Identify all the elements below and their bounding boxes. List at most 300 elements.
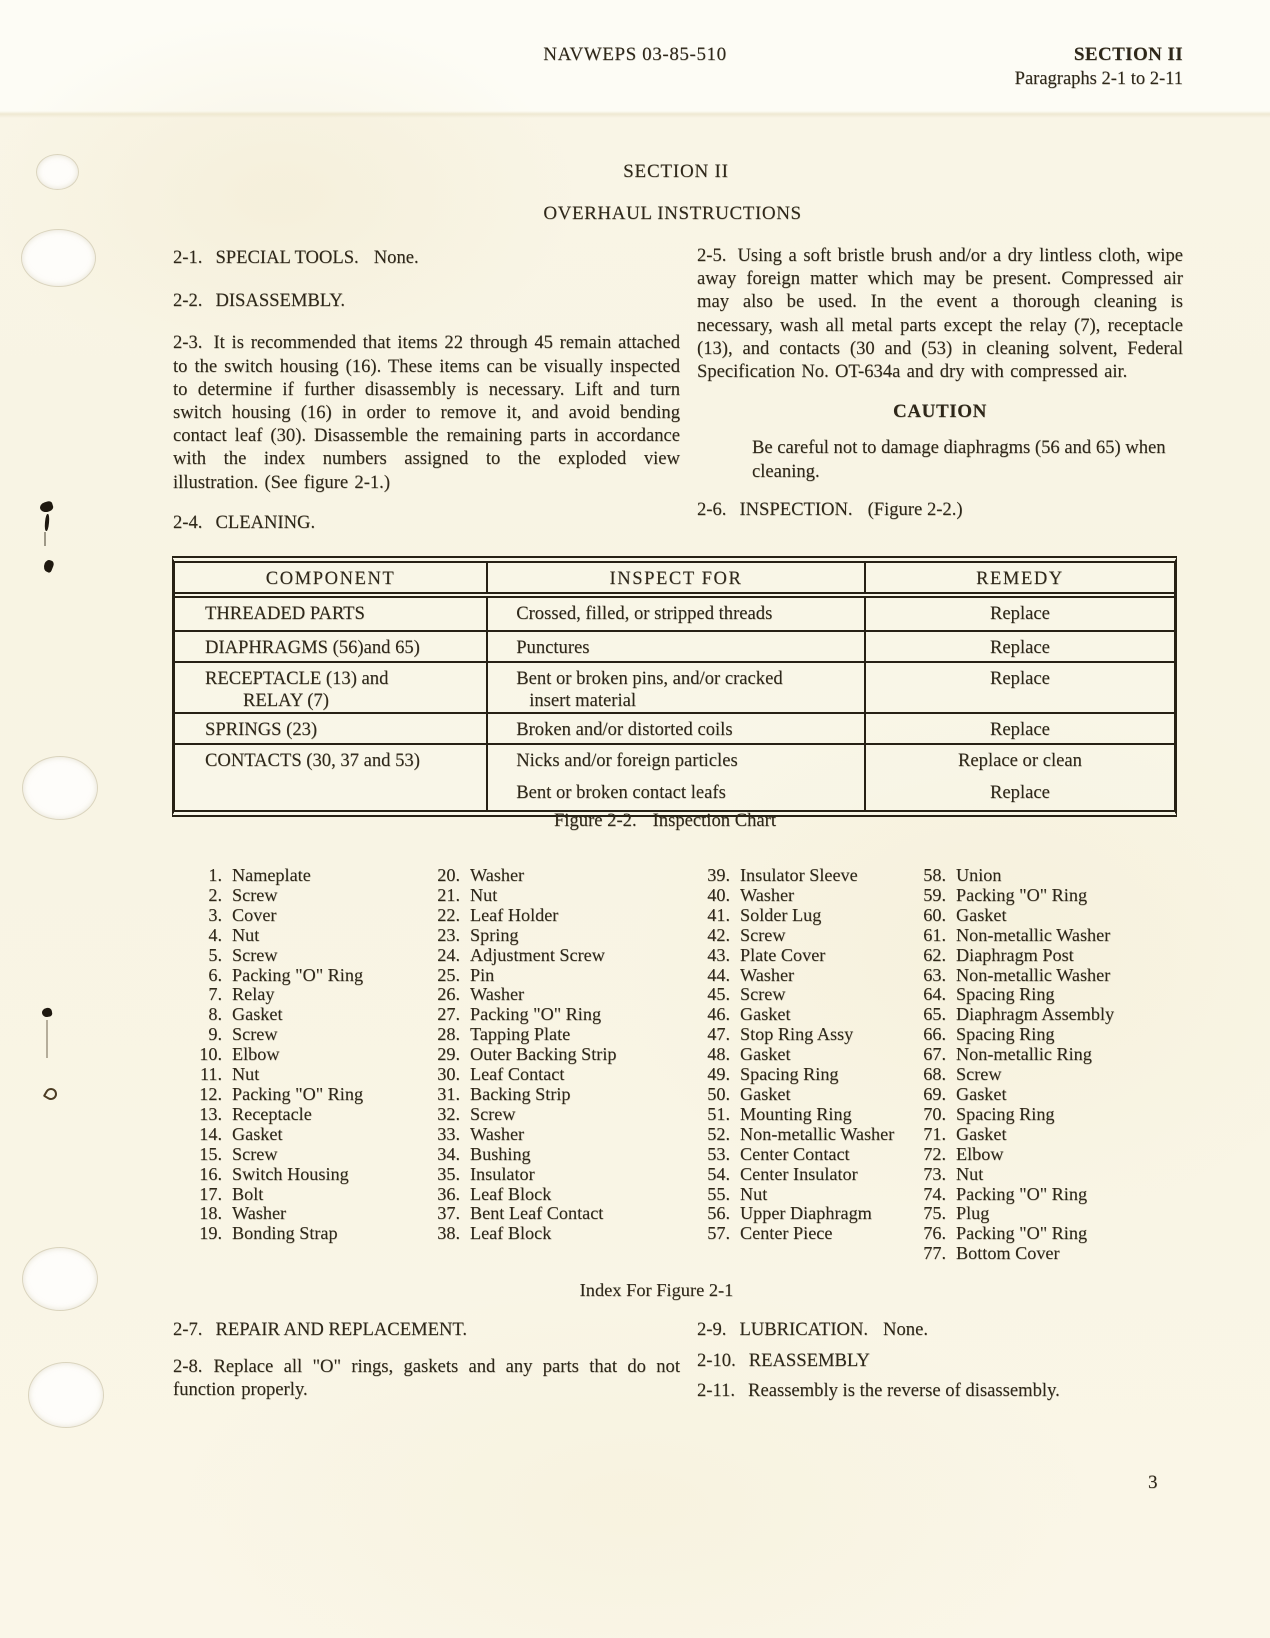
index-item-name: Pin bbox=[470, 964, 495, 985]
index-item-number: 56. bbox=[707, 1203, 730, 1224]
index-item bbox=[916, 886, 1114, 906]
paragraph-title: REPAIR AND REPLACEMENT. bbox=[215, 1319, 467, 1340]
index-item-name: Center Insulator bbox=[740, 1163, 858, 1184]
index-item-name: Switch Housing bbox=[232, 1163, 349, 1184]
index-item bbox=[916, 1005, 1114, 1025]
index-item-name: Washer bbox=[740, 884, 795, 905]
paragraph-number: 2-10. bbox=[697, 1350, 736, 1372]
paragraph-number: 2-1. bbox=[173, 247, 203, 268]
index-item-number: 70. bbox=[923, 1103, 946, 1124]
index-item-number: 48. bbox=[707, 1044, 730, 1065]
inspection-table bbox=[172, 556, 1177, 817]
index-item-number: 41. bbox=[707, 904, 730, 925]
paragraph-title: LUBRICATION. bbox=[739, 1319, 869, 1340]
index-item-name: Elbow bbox=[956, 1143, 1004, 1164]
index-item bbox=[192, 1005, 363, 1025]
index-item-name: Packing "O" Ring bbox=[956, 1183, 1088, 1204]
index-column-1 bbox=[192, 866, 363, 1244]
index-item-number: 40. bbox=[707, 884, 730, 905]
paragraph-number: 2-6. bbox=[697, 498, 727, 520]
index-item bbox=[700, 1165, 894, 1185]
index-item bbox=[430, 1204, 617, 1224]
paragraph-text: Replace all "O" rings, gaskets and any parts that do not function properly. bbox=[173, 1356, 680, 1401]
index-item bbox=[430, 985, 617, 1005]
index-item-name: Leaf Holder bbox=[470, 904, 559, 925]
index-item-name: Receptacle bbox=[232, 1103, 312, 1124]
index-item-name: Spacing Ring bbox=[740, 1064, 839, 1085]
header-right-block bbox=[900, 42, 1183, 92]
inspect-line: Bent or broken pins, and/or cracked bbox=[516, 668, 783, 689]
paragraph-text: Reassembly is the reverse of disassembly. bbox=[748, 1380, 1060, 1402]
index-item-name: Outer Backing Strip bbox=[470, 1044, 617, 1065]
index-item bbox=[430, 886, 617, 906]
index-item-number: 18. bbox=[199, 1203, 222, 1224]
paragraph-number: 2-9. bbox=[697, 1319, 727, 1340]
index-item bbox=[430, 1165, 617, 1185]
index-item-number: 49. bbox=[707, 1064, 730, 1085]
index-item-number: 75. bbox=[923, 1203, 946, 1224]
index-item-name: Non-metallic Washer bbox=[740, 1123, 895, 1144]
index-item bbox=[192, 946, 363, 966]
index-item-number: 24. bbox=[437, 944, 460, 965]
index-item bbox=[430, 1025, 617, 1045]
paragraph-2-10-heading bbox=[697, 1349, 1183, 1372]
index-item-name: Backing Strip bbox=[470, 1083, 571, 1104]
index-item-number: 20. bbox=[437, 865, 460, 885]
index-item bbox=[430, 866, 617, 886]
index-item-name: Mounting Ring bbox=[740, 1103, 852, 1124]
index-item-number: 36. bbox=[437, 1183, 460, 1204]
index-item-name: Upper Diaphragm bbox=[740, 1203, 872, 1224]
index-item-number: 44. bbox=[707, 964, 730, 985]
component-line: RELAY (7) bbox=[243, 690, 329, 711]
index-item-number: 34. bbox=[437, 1143, 460, 1164]
paragraph-title: CLEANING. bbox=[215, 511, 316, 533]
index-item-name: Packing "O" Ring bbox=[470, 1004, 602, 1025]
paragraph-number: 2-4. bbox=[173, 511, 203, 533]
index-item-number: 8. bbox=[208, 1004, 222, 1025]
figure-caption bbox=[0, 810, 1270, 832]
paragraph-suffix: None. bbox=[883, 1319, 928, 1340]
index-item bbox=[192, 1125, 363, 1145]
index-item-number: 52. bbox=[707, 1123, 730, 1144]
index-item-number: 65. bbox=[923, 1004, 946, 1025]
index-item-number: 68. bbox=[923, 1064, 946, 1085]
index-item-number: 21. bbox=[437, 884, 460, 905]
index-item-name: Gasket bbox=[956, 1123, 1007, 1144]
column-header-inspect-for: INSPECT FOR bbox=[488, 563, 866, 592]
index-item bbox=[916, 1165, 1114, 1185]
index-item bbox=[916, 1045, 1114, 1065]
index-column-4 bbox=[916, 866, 1114, 1264]
index-column-2 bbox=[430, 866, 617, 1244]
index-item bbox=[430, 1125, 617, 1145]
index-item bbox=[916, 1025, 1114, 1045]
index-item-name: Screw bbox=[740, 924, 786, 945]
remedy-cell: Replace bbox=[990, 603, 1050, 624]
paragraph-number: 2-8. bbox=[173, 1356, 203, 1378]
inspect-cell bbox=[488, 745, 866, 810]
index-item bbox=[192, 1145, 363, 1165]
section-title: SECTION II bbox=[623, 161, 729, 182]
index-item-name: Leaf Block bbox=[470, 1183, 552, 1204]
remedy-cell bbox=[866, 745, 1174, 810]
index-item bbox=[916, 1244, 1114, 1264]
index-item bbox=[430, 1065, 617, 1085]
paragraph-2-2-heading bbox=[173, 289, 680, 312]
paragraph-2-8-body bbox=[173, 1355, 680, 1401]
paragraph-suffix: None. bbox=[373, 247, 419, 268]
index-item bbox=[192, 966, 363, 986]
index-item bbox=[916, 1125, 1114, 1145]
index-item bbox=[700, 1105, 894, 1125]
paragraph-number: 2-2. bbox=[173, 290, 203, 312]
index-item-number: 33. bbox=[437, 1123, 460, 1144]
inspect-line: Nicks and/or foreign particles bbox=[516, 750, 738, 771]
index-caption: Index For Figure 2-1 bbox=[579, 1280, 734, 1300]
ink-smudge bbox=[44, 514, 49, 531]
index-item bbox=[192, 985, 363, 1005]
index-item-name: Adjustment Screw bbox=[470, 944, 605, 965]
index-item-name: Screw bbox=[232, 884, 278, 905]
paragraph-text: It is recommended that items 22 through 45 remain attached to the switch housing (16). These items can be visually inspected to determine if further disassembly is necessary. Lift and turn switch housing (16) in order to remove it, and avoid bending contact leaf (30). Disassemble the remaining parts in accordance with the index numbers assigned to the exploded view illustration. (See figure 2-1.) bbox=[173, 332, 680, 493]
index-item-number: 42. bbox=[707, 924, 730, 945]
index-item-number: 23. bbox=[437, 924, 460, 945]
index-item-name: Spring bbox=[470, 924, 519, 945]
index-item-name: Elbow bbox=[232, 1044, 280, 1065]
left-column bbox=[173, 240, 680, 534]
index-item-name: Non-metallic Washer bbox=[956, 964, 1111, 985]
index-item-name: Nut bbox=[956, 1163, 984, 1184]
hole-punch bbox=[22, 1247, 98, 1311]
index-item-number: 54. bbox=[707, 1163, 730, 1184]
index-item-number: 13. bbox=[199, 1103, 222, 1124]
index-item bbox=[916, 1224, 1114, 1244]
paragraph-text: Using a soft bristle brush and/or a dry lintless cloth, wipe away foreign matter which may be present. Compressed air may also be used. In the event a thorough cleaning is necessary, wash all metal parts except the relay (7), receptacle (13), and contacts (30 and (53) in cleaning solvent, Federal Specification No. OT-634a and dry with compressed air. bbox=[697, 245, 1183, 383]
inspect-cell bbox=[488, 663, 866, 712]
index-item bbox=[916, 966, 1114, 986]
index-item bbox=[700, 1125, 894, 1145]
index-item-name: Washer bbox=[232, 1203, 287, 1224]
index-item bbox=[700, 1045, 894, 1065]
component-cell bbox=[175, 663, 488, 712]
ink-smudge bbox=[39, 500, 54, 514]
index-item-name: Screw bbox=[740, 984, 786, 1005]
remedy-cell: Replace bbox=[990, 668, 1050, 689]
index-item-number: 22. bbox=[437, 904, 460, 925]
index-item bbox=[192, 1224, 363, 1244]
index-item-number: 61. bbox=[923, 924, 946, 945]
index-item bbox=[700, 1065, 894, 1085]
index-item bbox=[916, 1065, 1114, 1085]
index-item-name: Screw bbox=[956, 1064, 1002, 1085]
index-item-number: 12. bbox=[199, 1083, 222, 1104]
index-item-name: Plug bbox=[956, 1203, 990, 1224]
index-item-number: 76. bbox=[923, 1223, 946, 1244]
index-item-number: 35. bbox=[437, 1163, 460, 1184]
index-item-name: Gasket bbox=[232, 1004, 283, 1025]
index-item-number: 59. bbox=[923, 884, 946, 905]
index-item bbox=[916, 1185, 1114, 1205]
component-cell: CONTACTS (30, 37 and 53) bbox=[175, 745, 488, 810]
index-item-number: 74. bbox=[923, 1183, 946, 1204]
index-item-name: Insulator bbox=[470, 1163, 535, 1184]
index-item bbox=[430, 926, 617, 946]
paragraph-2-6-heading bbox=[697, 498, 1183, 521]
index-item-name: Washer bbox=[740, 964, 795, 985]
index-item-number: 31. bbox=[437, 1083, 460, 1104]
index-item-number: 57. bbox=[707, 1223, 730, 1244]
index-item-name: Cover bbox=[232, 904, 277, 925]
index-item-number: 6. bbox=[208, 964, 222, 985]
inspect-cell: Crossed, filled, or stripped threads bbox=[488, 598, 866, 630]
index-item-name: Center Piece bbox=[740, 1223, 833, 1244]
index-item-number: 5. bbox=[208, 944, 222, 965]
index-item-number: 26. bbox=[437, 984, 460, 1005]
index-item-number: 28. bbox=[437, 1024, 460, 1045]
index-item-number: 58. bbox=[923, 865, 946, 885]
header-section-label: SECTION II bbox=[1073, 44, 1183, 65]
table-row bbox=[175, 598, 1174, 630]
index-item bbox=[430, 966, 617, 986]
index-item-number: 53. bbox=[707, 1143, 730, 1164]
index-item bbox=[916, 926, 1114, 946]
index-item-number: 43. bbox=[707, 944, 730, 965]
index-item-number: 62. bbox=[923, 944, 946, 965]
ink-smudge bbox=[46, 1020, 48, 1058]
index-item bbox=[700, 906, 894, 926]
index-item bbox=[430, 1005, 617, 1025]
index-item-name: Gasket bbox=[740, 1004, 791, 1025]
ink-smudge bbox=[42, 559, 55, 573]
paragraph-2-11-body bbox=[697, 1379, 1183, 1402]
index-item-number: 67. bbox=[923, 1044, 946, 1065]
index-item-number: 16. bbox=[199, 1163, 222, 1184]
index-item bbox=[916, 906, 1114, 926]
index-item bbox=[700, 966, 894, 986]
index-item-name: Washer bbox=[470, 984, 525, 1005]
ink-smudge bbox=[41, 1007, 52, 1018]
caution-body: Be careful not to damage diaphragms (56 and 65) when cleaning. bbox=[752, 437, 1166, 482]
index-item-number: 72. bbox=[923, 1143, 946, 1164]
index-item-name: Bolt bbox=[232, 1183, 264, 1204]
hole-punch bbox=[28, 1362, 104, 1428]
component-line: RECEPTACLE (13) and bbox=[205, 668, 389, 689]
index-item bbox=[916, 985, 1114, 1005]
index-item bbox=[192, 1065, 363, 1085]
index-item bbox=[700, 1005, 894, 1025]
index-item bbox=[700, 985, 894, 1005]
hole-punch bbox=[21, 229, 96, 287]
index-item bbox=[192, 1045, 363, 1065]
index-item bbox=[700, 1085, 894, 1105]
index-item-number: 71. bbox=[923, 1123, 946, 1144]
index-item bbox=[192, 866, 363, 886]
index-item bbox=[430, 906, 617, 926]
index-item-number: 64. bbox=[923, 984, 946, 1005]
index-item bbox=[192, 1165, 363, 1185]
figure-title: Inspection Chart bbox=[652, 810, 777, 831]
index-item bbox=[700, 926, 894, 946]
ink-smudge bbox=[43, 1086, 59, 1102]
paragraph-number: 2-7. bbox=[173, 1319, 203, 1340]
index-item bbox=[916, 1204, 1114, 1224]
index-item-number: 7. bbox=[208, 984, 222, 1005]
table-header-row bbox=[175, 563, 1174, 598]
remedy-line: Replace bbox=[990, 781, 1050, 803]
index-item-number: 47. bbox=[707, 1024, 730, 1045]
index-item-name: Leaf Contact bbox=[470, 1064, 565, 1085]
index-item-name: Packing "O" Ring bbox=[232, 1083, 364, 1104]
index-item bbox=[916, 1145, 1114, 1165]
index-item-name: Screw bbox=[232, 1143, 278, 1164]
index-item-number: 46. bbox=[707, 1004, 730, 1025]
index-item bbox=[430, 1045, 617, 1065]
index-item-number: 77. bbox=[923, 1243, 946, 1264]
index-item bbox=[192, 906, 363, 926]
index-item bbox=[916, 1105, 1114, 1125]
header-paragraph-range: Paragraphs 2-1 to 2-11 bbox=[1014, 69, 1183, 89]
paragraph-2-3-body bbox=[173, 331, 680, 493]
index-item bbox=[430, 946, 617, 966]
index-item-number: 37. bbox=[437, 1203, 460, 1224]
index-item-number: 69. bbox=[923, 1083, 946, 1104]
index-item bbox=[430, 1105, 617, 1125]
index-item-name: Bushing bbox=[470, 1143, 531, 1164]
index-item bbox=[916, 866, 1114, 886]
right-column bbox=[697, 240, 1183, 521]
index-item bbox=[700, 1145, 894, 1165]
index-item bbox=[700, 946, 894, 966]
index-item-name: Tapping Plate bbox=[470, 1024, 571, 1045]
remedy-line: Replace or clean bbox=[958, 750, 1082, 771]
index-item-name: Nut bbox=[232, 924, 260, 945]
table-row bbox=[175, 712, 1174, 743]
index-item-name: Gasket bbox=[740, 1044, 791, 1065]
index-item-name: Solder Lug bbox=[740, 904, 822, 925]
index-item-name: Leaf Block bbox=[470, 1223, 552, 1244]
document-number: NAVWEPS 03-85-510 bbox=[543, 44, 727, 65]
index-item-name: Nut bbox=[740, 1183, 768, 1204]
index-item bbox=[430, 1185, 617, 1205]
index-item-name: Nut bbox=[470, 884, 498, 905]
index-item bbox=[192, 1204, 363, 1224]
index-item-name: Center Contact bbox=[740, 1143, 850, 1164]
index-item bbox=[192, 886, 363, 906]
index-item-number: 15. bbox=[199, 1143, 222, 1164]
index-item-name: Gasket bbox=[956, 1083, 1007, 1104]
index-item-number: 19. bbox=[199, 1223, 222, 1244]
component-cell: SPRINGS (23) bbox=[175, 714, 488, 743]
paragraph-number: 2-3. bbox=[173, 332, 203, 354]
figure-label: Figure 2-2. bbox=[553, 810, 637, 831]
remedy-cell: Replace bbox=[990, 719, 1050, 740]
index-item-number: 30. bbox=[437, 1064, 460, 1085]
index-item-number: 66. bbox=[923, 1024, 946, 1045]
index-item-name: Union bbox=[956, 865, 1002, 885]
inspect-line: Bent or broken contact leafs bbox=[516, 781, 726, 803]
ink-smudge bbox=[44, 532, 46, 546]
index-item-name: Washer bbox=[470, 1123, 525, 1144]
index-item-number: 10. bbox=[199, 1044, 222, 1065]
index-item-name: Screw bbox=[470, 1103, 516, 1124]
index-item bbox=[430, 1224, 617, 1244]
index-item-name: Spacing Ring bbox=[956, 1103, 1055, 1124]
index-item bbox=[192, 1025, 363, 1045]
index-item bbox=[192, 1105, 363, 1125]
index-item-number: 9. bbox=[208, 1024, 222, 1045]
paragraph-title: INSPECTION. bbox=[739, 498, 853, 520]
table-row bbox=[175, 743, 1174, 810]
caution-heading: CAUTION bbox=[893, 401, 987, 423]
index-item-number: 14. bbox=[199, 1123, 222, 1144]
remedy-cell: Replace bbox=[990, 637, 1050, 658]
index-item-number: 38. bbox=[437, 1223, 460, 1244]
index-item bbox=[192, 1085, 363, 1105]
paragraph-number: 2-11. bbox=[697, 1380, 736, 1402]
index-item bbox=[916, 1085, 1114, 1105]
index-item-name: Insulator Sleeve bbox=[740, 865, 858, 885]
index-item-number: 51. bbox=[707, 1103, 730, 1124]
index-item-number: 17. bbox=[199, 1183, 222, 1204]
index-item-number: 27. bbox=[437, 1004, 460, 1025]
paragraph-title: REASSEMBLY bbox=[748, 1350, 870, 1372]
paragraph-2-9-heading bbox=[697, 1318, 1183, 1341]
index-item-name: Screw bbox=[232, 1024, 278, 1045]
index-item-name: Nut bbox=[232, 1064, 260, 1085]
index-item-name: Gasket bbox=[232, 1123, 283, 1144]
index-item-number: 60. bbox=[923, 904, 946, 925]
paragraph-suffix: (Figure 2-2.) bbox=[867, 498, 963, 520]
column-header-component: COMPONENT bbox=[175, 563, 488, 592]
column-header-remedy: REMEDY bbox=[976, 569, 1064, 589]
index-item-name: Relay bbox=[232, 984, 275, 1005]
index-item bbox=[700, 866, 894, 886]
index-item-name: Packing "O" Ring bbox=[232, 964, 364, 985]
index-item-name: Non-metallic Washer bbox=[956, 924, 1111, 945]
index-item-name: Packing "O" Ring bbox=[956, 1223, 1088, 1244]
section-subtitle: OVERHAUL INSTRUCTIONS bbox=[543, 203, 802, 224]
index-item-name: Non-metallic Ring bbox=[956, 1044, 1092, 1065]
index-item-name: Diaphragm Assembly bbox=[956, 1004, 1115, 1025]
index-item-number: 1. bbox=[208, 865, 222, 885]
index-item bbox=[700, 1224, 894, 1244]
paragraph-title: DISASSEMBLY. bbox=[215, 290, 345, 312]
index-item-number: 73. bbox=[923, 1163, 946, 1184]
index-item-number: 32. bbox=[437, 1103, 460, 1124]
footer-left-column bbox=[173, 1318, 680, 1402]
paragraph-2-1-heading bbox=[173, 246, 680, 269]
component-cell: THREADED PARTS bbox=[175, 598, 488, 630]
index-item-name: Bonding Strap bbox=[232, 1223, 338, 1244]
footer-right-column bbox=[697, 1318, 1183, 1403]
index-item-number: 55. bbox=[707, 1183, 730, 1204]
index-item-name: Plate Cover bbox=[740, 944, 826, 965]
paragraph-2-7-heading bbox=[173, 1318, 680, 1341]
index-item-name: Nameplate bbox=[232, 865, 311, 885]
index-item bbox=[700, 1185, 894, 1205]
paragraph-2-5-body bbox=[697, 244, 1183, 383]
index-item-number: 11. bbox=[199, 1064, 222, 1085]
index-item bbox=[192, 1185, 363, 1205]
index-item-name: Packing "O" Ring bbox=[956, 884, 1088, 905]
index-item-name: Spacing Ring bbox=[956, 984, 1055, 1005]
index-column-3 bbox=[700, 866, 894, 1244]
index-item-name: Diaphragm Post bbox=[956, 944, 1074, 965]
inspect-line: insert material bbox=[529, 690, 637, 711]
index-item-number: 63. bbox=[923, 964, 946, 985]
index-item-name: Bottom Cover bbox=[956, 1243, 1060, 1264]
